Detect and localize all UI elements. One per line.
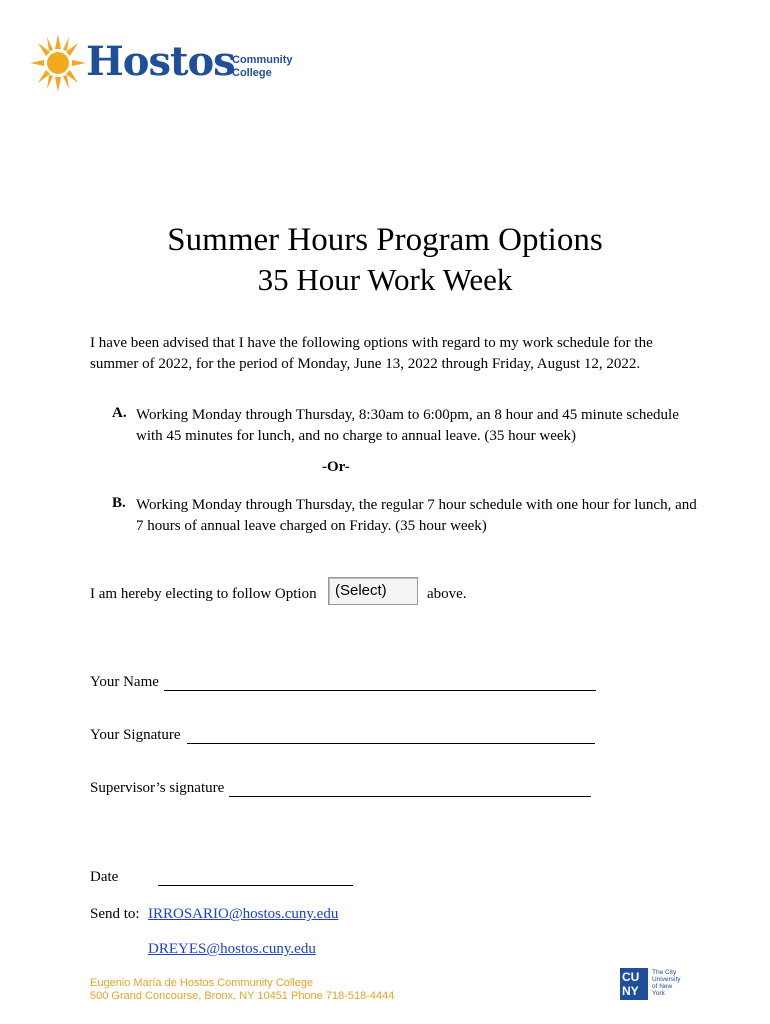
- intro-paragraph: I have been advised that I have the following options with regard to my work schedule for the summer of 2022, for the period of Monday, June 13, 2022 through Friday, August 12, 2022.: [90, 335, 653, 372]
- name-label: Your Name: [90, 674, 159, 690]
- email-link-dreyes[interactable]: DREYES@hostos.cuny.edu: [148, 941, 316, 957]
- logo-wordmark: Hostos: [86, 38, 235, 85]
- option-b-text: Working Monday through Thursday, the regular 7 hour schedule with one hour for lunch, and 7 hours of annual leave charged on Friday. (35 hour week): [136, 497, 697, 534]
- election-suffix: above.: [427, 586, 467, 602]
- send-to-label: Send to:: [90, 906, 140, 922]
- date-field[interactable]: [158, 885, 353, 886]
- or-divider: -Or-: [322, 459, 350, 475]
- signature-field[interactable]: [187, 743, 595, 744]
- supervisor-signature-field[interactable]: [229, 796, 591, 797]
- footer-address: 500 Grand Concourse, Bronx, NY 10451 Phone 718-518-4444: [90, 990, 395, 1002]
- logo-sub-college: College: [232, 67, 272, 79]
- name-field[interactable]: [164, 690, 596, 691]
- cuny-logo-text: The City University of New York: [652, 969, 681, 997]
- date-label: Date: [90, 869, 119, 885]
- email-link-irrosario[interactable]: IRROSARIO@hostos.cuny.edu: [148, 906, 339, 922]
- option-b-letter: B.: [112, 495, 126, 511]
- election-label: I am hereby electing to follow Option: [90, 586, 317, 602]
- cuny-logo-letters: CU NY: [622, 970, 640, 998]
- option-a-letter: A.: [112, 405, 127, 421]
- option-a-text: Working Monday through Thursday, 8:30am to 6:00pm, an 8 hour and 45 minute schedule with 45 minutes for lunch, and no charge to annual leave. (35 hour week): [136, 407, 679, 444]
- sun-icon: [30, 32, 86, 94]
- option-select[interactable]: (Select): [328, 577, 418, 605]
- logo-sub-community: Community: [232, 54, 293, 66]
- signature-label: Your Signature: [90, 727, 181, 743]
- footer-college-name: Eugenio María de Hostos Community College: [90, 977, 314, 989]
- page-title: Summer Hours Program Options: [167, 222, 603, 258]
- supervisor-signature-label: Supervisor’s signature: [90, 780, 225, 796]
- page-subtitle: 35 Hour Work Week: [257, 262, 513, 297]
